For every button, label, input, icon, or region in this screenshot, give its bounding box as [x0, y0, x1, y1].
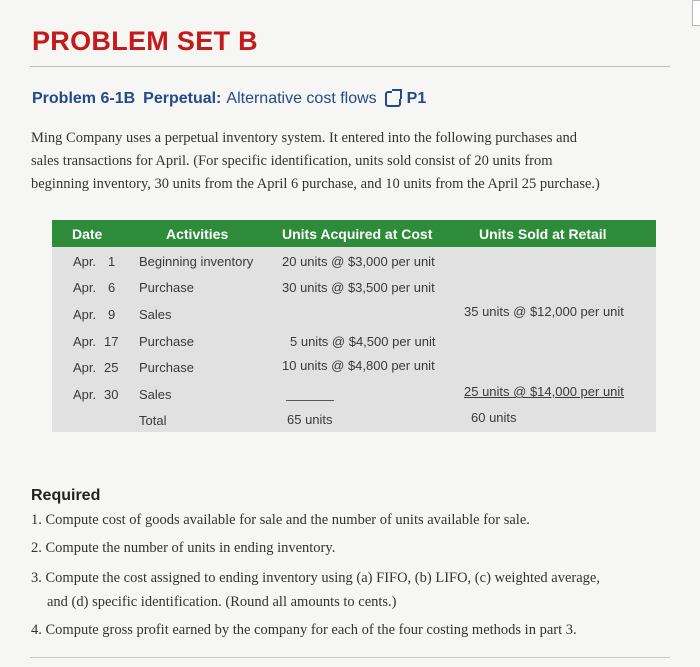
problem-set-title: PROBLEM SET B — [32, 26, 258, 56]
acquired-total-rule — [286, 400, 334, 401]
total-sold: 60 units — [471, 410, 517, 425]
table-header-row — [52, 220, 656, 247]
problem-intro — [31, 127, 651, 196]
bottom-divider — [30, 657, 670, 658]
row-1-acquired: 20 units @ $3,000 per unit — [282, 254, 435, 269]
row-4-activity: Purchase — [139, 334, 194, 349]
row-3-month: Apr. — [73, 307, 97, 322]
row-5-month: Apr. — [73, 360, 97, 375]
row-6-sold: 25 units @ $14,000 per unit — [464, 384, 624, 399]
row-2-activity: Purchase — [139, 280, 194, 295]
row-2-day: 6 — [108, 280, 116, 295]
problem-subtitle: Alternative cost flows — [226, 90, 377, 107]
intro-line-1: Ming Company uses a perpetual inventory system. It entered into the following purchases and — [31, 130, 578, 146]
intro-line-2: sales transactions for April. (For specific identification, units sold consist of 20 units from — [31, 153, 553, 169]
row-4-month: Apr. — [73, 334, 97, 349]
row-3-activity: Sales — [139, 307, 172, 322]
row-3-day: 9 — [108, 307, 116, 322]
required-item-1 — [31, 512, 530, 529]
header-activities: Activities — [166, 226, 229, 242]
required-title: Required — [31, 487, 101, 504]
required-item-3 — [31, 570, 600, 587]
required-item-2-text: Compute the number of units in ending inventory. — [45, 540, 336, 556]
row-4-day: 17 — [104, 334, 119, 349]
required-item-3-text: Compute the cost assigned to ending inventory using (a) FIFO, (b) LIFO, (c) weighted average, — [45, 570, 600, 586]
total-acquired: 65 units — [287, 412, 333, 427]
required-item-2 — [31, 540, 335, 557]
intro-line-3: beginning inventory, 30 units from the April 6 purchase, and 10 units from the April 25 purchase.) — [31, 176, 600, 192]
row-1-activity: Beginning inventory — [139, 254, 254, 269]
header-units-sold: Units Sold at Retail — [479, 226, 607, 242]
title-divider — [30, 66, 670, 67]
row-6-month: Apr. — [73, 387, 97, 402]
required-item-4-text: Compute gross profit earned by the company for each of the four costing methods in part 3. — [45, 622, 577, 638]
row-4-acquired: 5 units @ $4,500 per unit — [290, 334, 436, 349]
page-edge-box — [692, 0, 700, 26]
required-item-1-num: 1. — [31, 512, 42, 528]
required-item-4-num: 4. — [31, 622, 42, 638]
external-link-icon[interactable] — [385, 91, 401, 107]
row-5-acquired: 10 units @ $4,800 per unit — [282, 358, 435, 373]
row-5-activity: Purchase — [139, 360, 194, 375]
row-3-sold: 35 units @ $12,000 per unit — [464, 304, 624, 319]
row-2-month: Apr. — [73, 280, 97, 295]
row-6-activity: Sales — [139, 387, 172, 402]
required-item-1-text: Compute cost of goods available for sale and the number of units available for sale. — [45, 512, 530, 528]
required-item-3-cont: and (d) specific identification. (Round all amounts to cents.) — [47, 594, 397, 610]
problem-heading — [32, 90, 426, 108]
required-item-3-num: 3. — [31, 570, 42, 586]
row-1-month: Apr. — [73, 254, 97, 269]
header-date: Date — [72, 226, 103, 242]
total-label: Total — [139, 413, 167, 428]
row-1-day: 1 — [108, 254, 116, 269]
header-units-acquired: Units Acquired at Cost — [282, 226, 433, 242]
transactions-table — [52, 220, 656, 432]
problem-number: Problem 6-1B — [32, 90, 136, 107]
problem-topic: Perpetual: — [143, 90, 222, 107]
learning-objective: P1 — [406, 90, 427, 107]
row-5-day: 25 — [104, 360, 119, 375]
row-2-acquired: 30 units @ $3,500 per unit — [282, 280, 435, 295]
required-item-2-num: 2. — [31, 540, 42, 556]
required-item-4 — [31, 622, 577, 639]
row-6-day: 30 — [104, 387, 119, 402]
